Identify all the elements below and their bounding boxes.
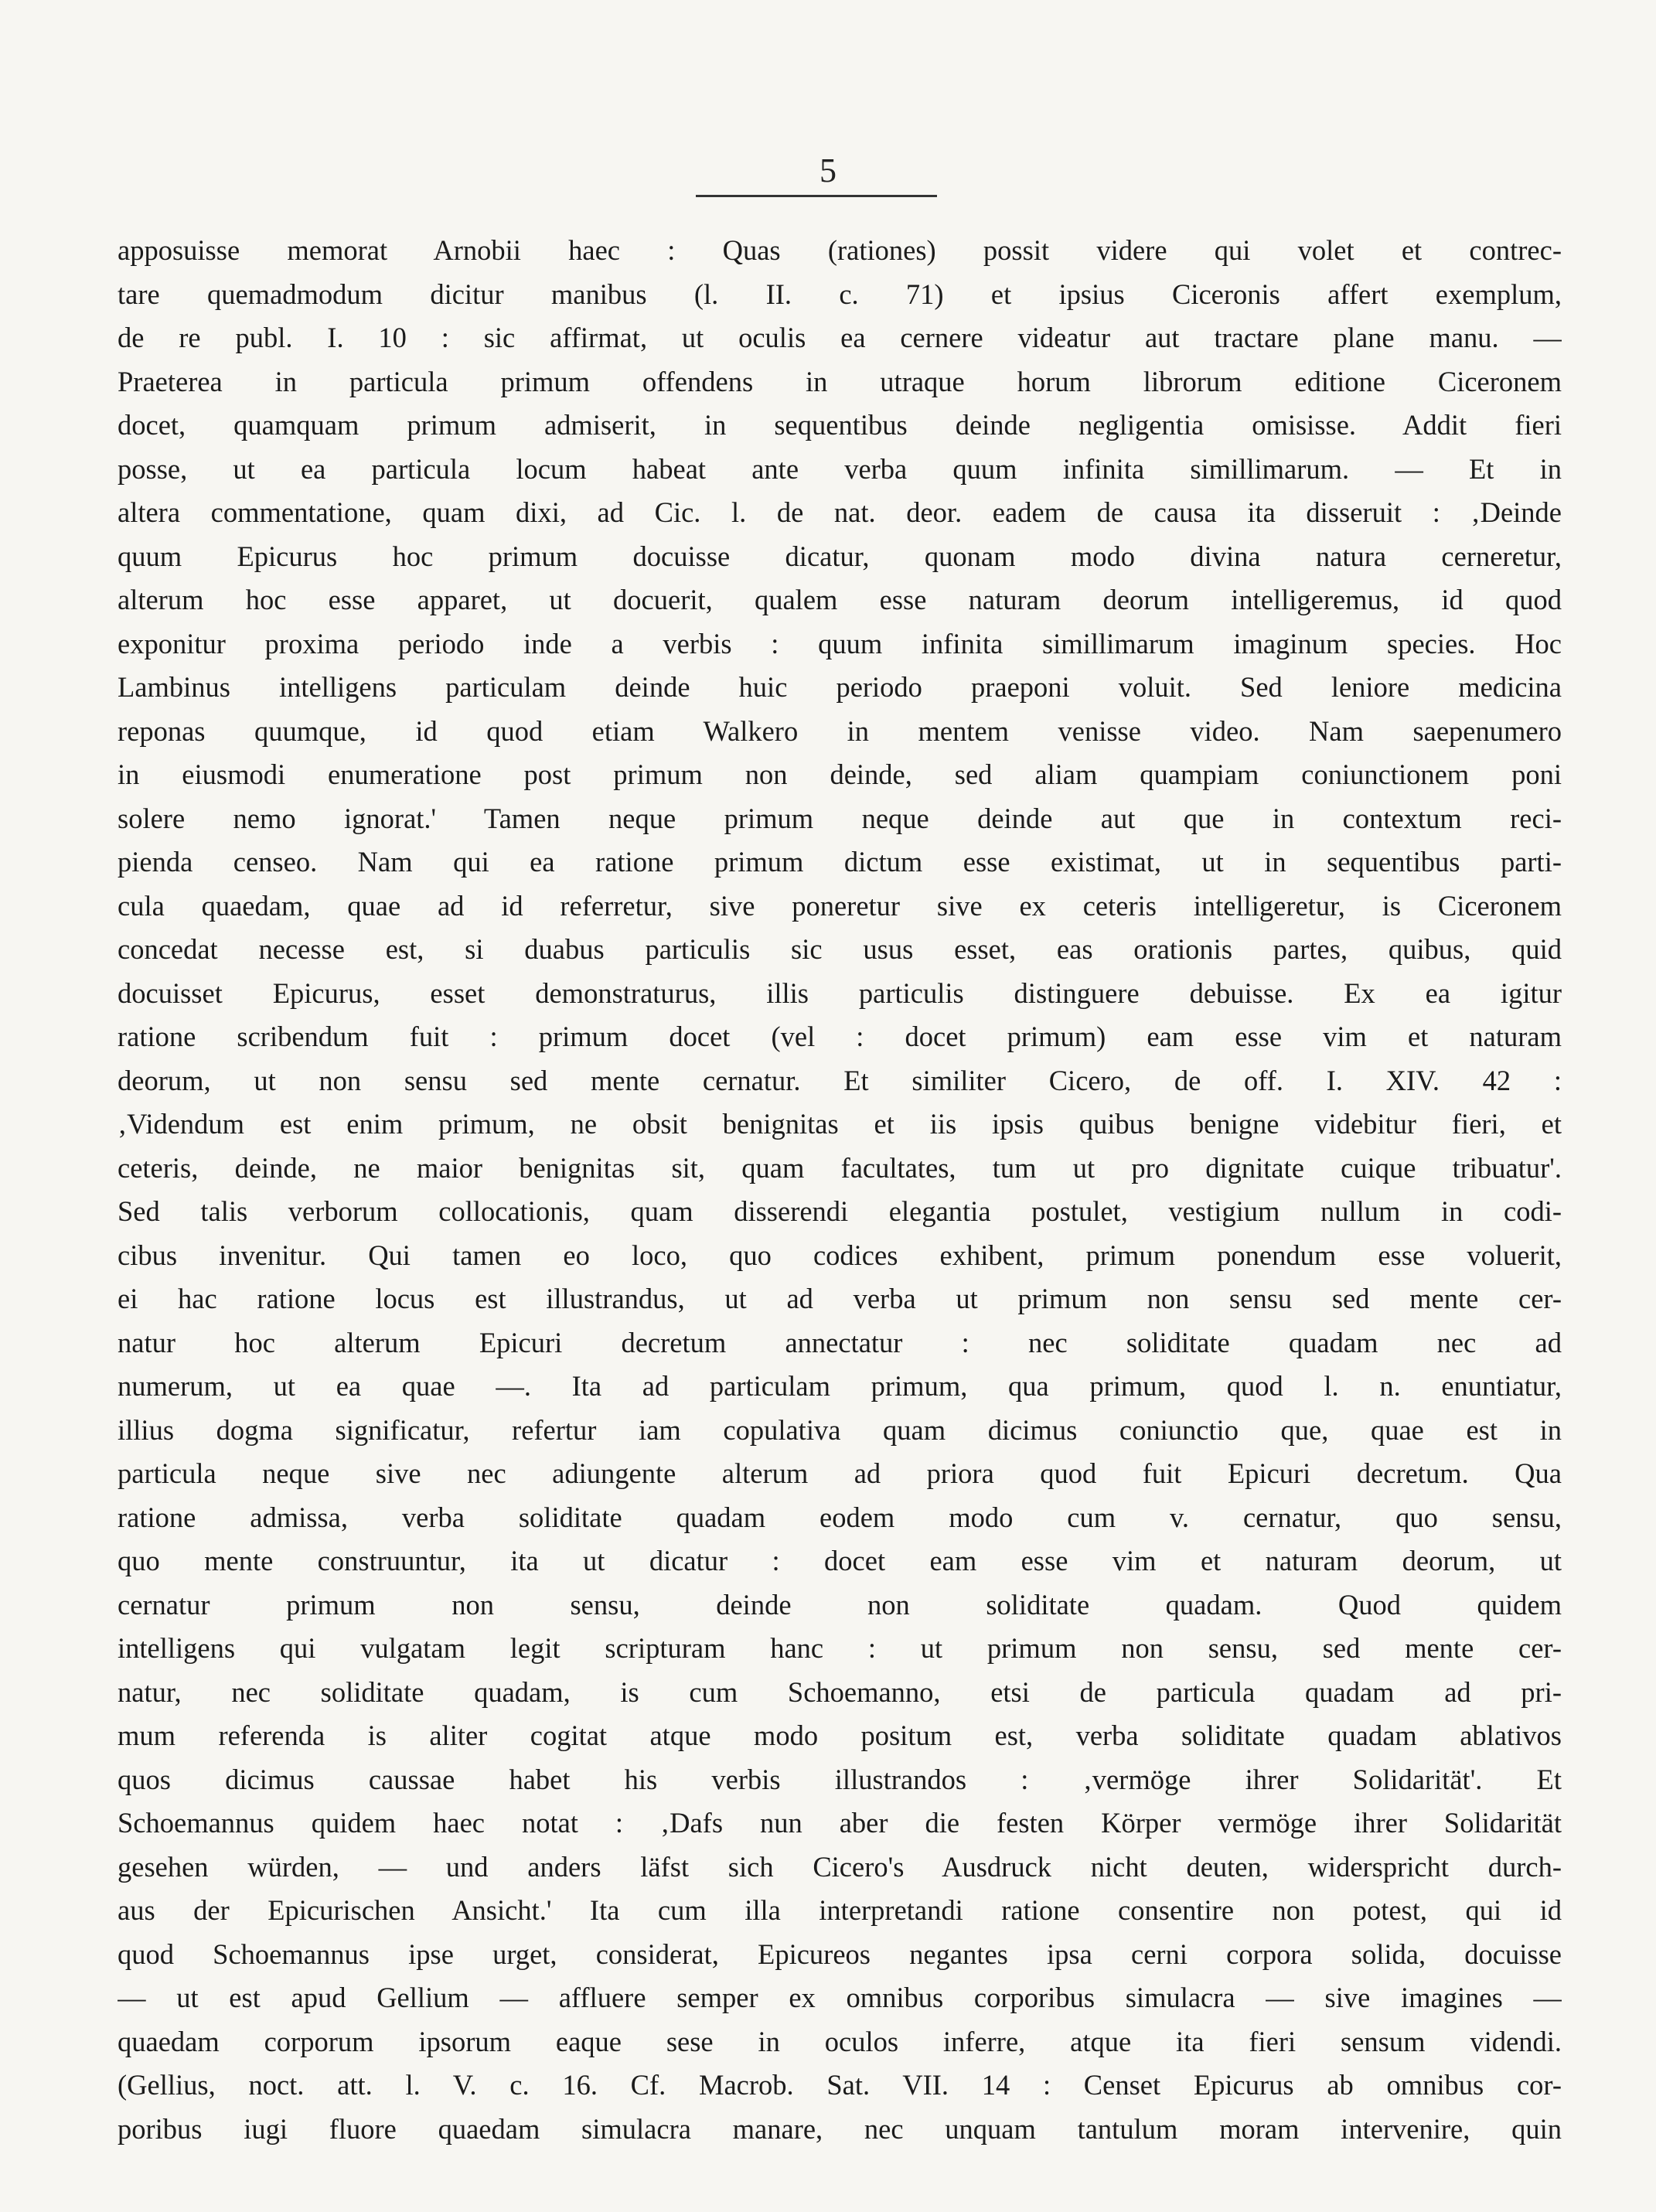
text-line: ceteris, deinde, ne maior benignitas sit, quam facultates, tum ut pro dignitate cuique tribuatur'.: [118, 1151, 1562, 1184]
text-line: altera commentatione, quam dixi, ad Cic. l. de nat. deor. eadem de causa ita disseruit : ‚Deinde: [118, 496, 1562, 528]
text-line: cula quaedam, quae ad id referretur, sive poneretur sive ex ceteris intelligeretur, is Ciceronem: [118, 889, 1562, 922]
text-line: numerum, ut ea quae —. Ita ad particulam primum, qua primum, quod l. n. enuntiatur,: [118, 1370, 1562, 1402]
text-line: concedat necesse est, si duabus particulis sic usus esset, eas orationis partes, quibus, quid: [118, 933, 1562, 965]
text-line: mum referenda is aliter cogitat atque modo positum est, verba soliditate quadam ablativos: [118, 1719, 1562, 1751]
text-line: Praeterea in particula primum offendens in utraque horum librorum editione Ciceronem: [118, 365, 1562, 397]
text-line: alterum hoc esse apparet, ut docuerit, qualem esse naturam deorum intelligeremus, id quod: [118, 584, 1562, 615]
page-number: 5: [819, 152, 837, 189]
text-line: ratione admissa, verba soliditate quadam eodem modo cum v. cernatur, quo sensu,: [118, 1501, 1562, 1533]
header-rule: [696, 195, 937, 197]
text-line: intelligens qui vulgatam legit scripturam hanc : ut primum non sensu, sed mente cer-: [118, 1632, 1562, 1664]
text-line: Sed talis verborum collocationis, quam disserendi elegantia postulet, vestigium nullum in codi-: [118, 1195, 1562, 1227]
text-line: deorum, ut non sensu sed mente cernatur. Et similiter Cicero, de off. I. XIV. 42 :: [118, 1064, 1562, 1096]
text-line: Lambinus intelligens particulam deinde huic periodo praeponi voluit. Sed leniore medicina: [118, 671, 1562, 703]
text-line: ei hac ratione locus est illustrandus, ut ad verba ut primum non sensu sed mente cer-: [118, 1283, 1562, 1314]
text-line: particula neque sive nec adiungente alterum ad priora quod fuit Epicuri decretum. Qua: [118, 1457, 1562, 1489]
text-line: in eiusmodi enumeratione post primum non deinde, sed aliam quampiam coniunctionem poni: [118, 758, 1562, 790]
text-line: exponitur proxima periodo inde a verbis : quum infinita simillimarum imaginum species. Hoc: [118, 627, 1562, 660]
text-line: (Gellius, noct. att. l. V. c. 16. Cf. Macrob. Sat. VII. 14 : Censet Epicurus ab omnibus cor-: [118, 2069, 1562, 2101]
text-line: Schoemannus quidem haec notat : ‚Dafs nun aber die festen Körper vermöge ihrer Solidarität: [118, 1807, 1562, 1839]
text-line: docuisset Epicurus, esset demonstraturus, illis particulis distinguere debuisse. Ex ea igitur: [118, 976, 1562, 1009]
text-line: tare quemadmodum dicitur manibus (l. II. c. 71) et ipsius Ciceronis affert exemplum,: [118, 278, 1562, 310]
text-line: reponas quumque, id quod etiam Walkero in mentem venisse video. Nam saepenumero: [118, 714, 1562, 747]
text-line: pienda censeo. Nam qui ea ratione primum dictum esse existimat, ut in sequentibus parti-: [118, 846, 1562, 878]
text-line: illius dogma significatur, refertur iam copulativa quam dicimus coniunctio que, quae est in: [118, 1413, 1562, 1446]
text-line: posse, ut ea particula locum habeat ante verba quum infinita simillimarum. — Et in: [118, 452, 1562, 485]
text-line: cibus invenitur. Qui tamen eo loco, quo codices exhibent, primum ponendum esse voluerit,: [118, 1239, 1562, 1271]
text-line: gesehen würden, — und anders läfst sich Cicero's Ausdruck nicht deuten, widerspricht durch-: [118, 1850, 1562, 1883]
text-line: quod Schoemannus ipse urget, considerat, Epicureos negantes ipsa cerni corpora solida, docuisse: [118, 1938, 1562, 1970]
text-line: poribus iugi fluore quaedam simulacra manare, nec unquam tantulum moram intervenire, quin: [118, 2112, 1562, 2145]
text-line: solere nemo ignorat.' Tamen neque primum neque deinde aut que in contextum reci-: [118, 802, 1562, 834]
text-line: cernatur primum non sensu, deinde non soliditate quadam. Quod quidem: [118, 1588, 1562, 1621]
text-line: quum Epicurus hoc primum docuisse dicatur, quonam modo divina natura cerneretur,: [118, 540, 1562, 572]
body-text: [118, 229, 1562, 2151]
text-line: ‚Videndum est enim primum, ne obsit benignitas et iis ipsis quibus benigne videbitur fieri, et: [118, 1108, 1562, 1140]
text-line: natur hoc alterum Epicuri decretum annectatur : nec soliditate quadam nec ad: [118, 1326, 1562, 1358]
text-line: quaedam corporum ipsorum eaque sese in oculos inferre, atque ita fieri sensum videndi.: [118, 2025, 1562, 2057]
text-line: apposuisse memorat Arnobii haec : Quas (rationes) possit videre qui volet et contrec-: [118, 234, 1562, 266]
text-line: — ut est apud Gellium — affluere semper ex omnibus corporibus simulacra — sive imagines —: [118, 1982, 1562, 2013]
text-line: de re publ. I. 10 : sic affirmat, ut oculis ea cernere videatur aut tractare plane manu. —: [118, 322, 1562, 353]
text-line: docet, quamquam primum admiserit, in sequentibus deinde negligentia omisisse. Addit fieri: [118, 409, 1562, 441]
text-line: quo mente construuntur, ita ut dicatur : docet eam esse vim et naturam deorum, ut: [118, 1545, 1562, 1576]
text-line: quos dicimus caussae habet his verbis illustrandos : ‚vermöge ihrer Solidarität'. Et: [118, 1763, 1562, 1795]
text-line: natur, nec soliditate quadam, is cum Schoemanno, etsi de particula quadam ad pri-: [118, 1675, 1562, 1708]
text-line: ratione scribendum fuit : primum docet (vel : docet primum) eam esse vim et naturam: [118, 1021, 1562, 1052]
text-line: aus der Epicurischen Ansicht.' Ita cum illa interpretandi ratione consentire non potest, qui id: [118, 1894, 1562, 1926]
